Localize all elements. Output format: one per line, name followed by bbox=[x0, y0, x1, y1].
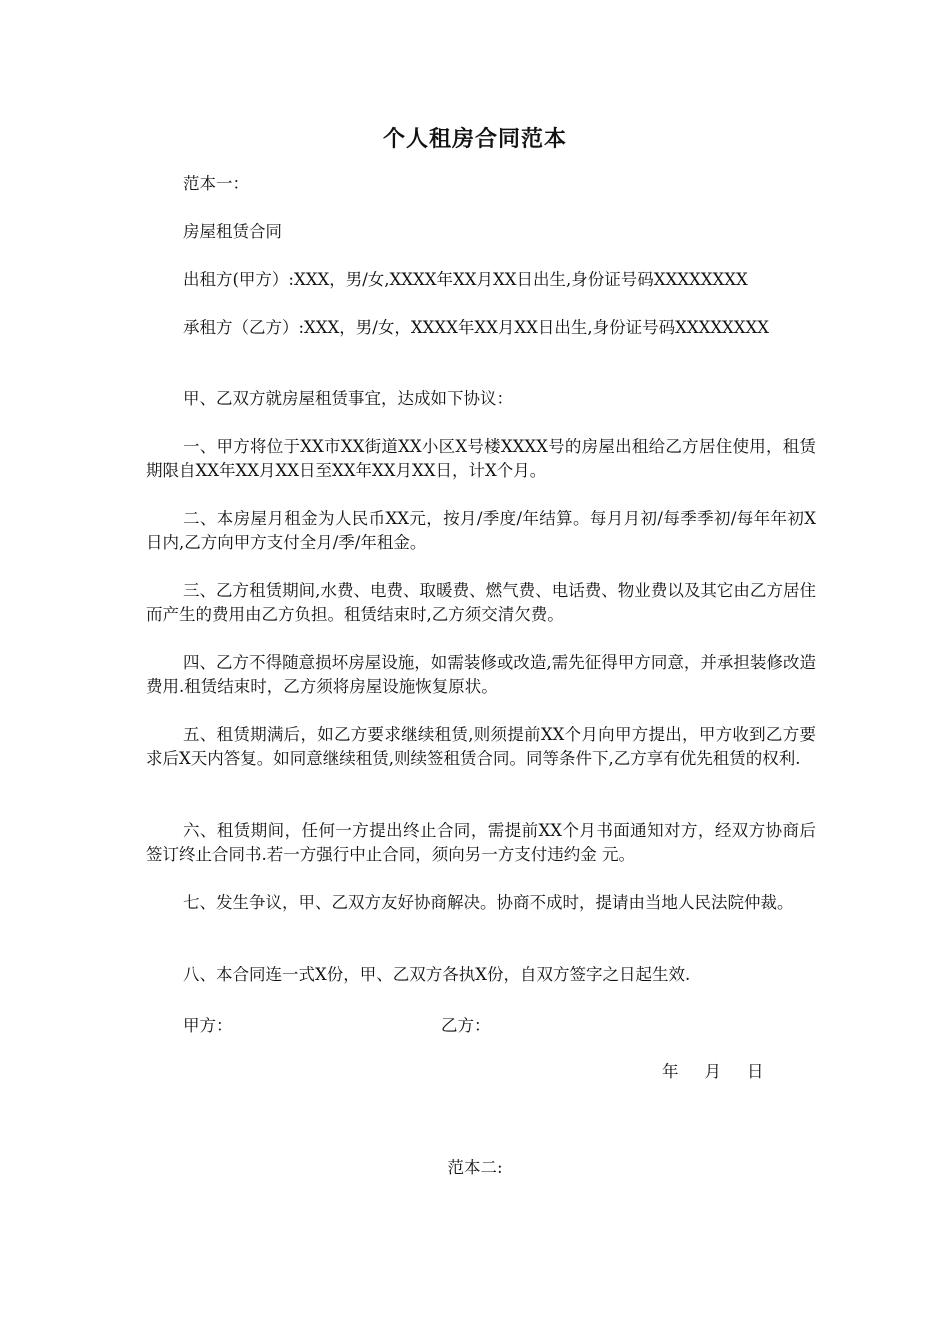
clause-8: 八、本合同连一式X份，甲、乙双方各执X份，自双方签字之日起生效. bbox=[183, 965, 691, 984]
lessee-line: 承租方（乙方）:XXX，男/女，XXXX年XX月XX日出生,身份证号码XXXXXXXX bbox=[183, 318, 770, 337]
document-title: 个人租房合同范本 bbox=[382, 126, 567, 152]
sample-one-label: 范本一： bbox=[183, 174, 249, 193]
agreement-intro: 甲、乙双方就房屋租赁事宜，达成如下协议： bbox=[183, 389, 513, 408]
clause-4: 四、乙方不得随意损坏房屋设施，如需装修或改造,需先征得甲方同意，并承担装修改造费用.租赁结束时，乙方须将房屋设施恢复原状。 bbox=[146, 653, 816, 696]
clause-6: 六、租赁期间，任何一方提出终止合同，需提前XX个月书面通知对方，经双方协商后签订终止合同书.若一方强行中止合同，须向另一方支付违约金 元。 bbox=[146, 821, 816, 864]
lessor-line: 出租方(甲方）:XXX，男/女,XXXX年XX月XX日出生,身份证号码XXXXXXXX bbox=[183, 270, 748, 289]
clause-5: 五、租赁期满后，如乙方要求继续租赁,则须提前XX个月向甲方提出，甲方收到乙方要求后X天内答复。如同意继续租赁,则续签租赁合同。同等条件下,乙方享有优先租赁的权利. bbox=[146, 725, 816, 768]
date-year-label: 年 bbox=[662, 1062, 679, 1081]
contract-heading: 房屋租赁合同 bbox=[183, 222, 282, 241]
sample-two-label: 范本二: bbox=[447, 1158, 503, 1177]
signing-date bbox=[662, 1058, 790, 1082]
clause-2: 二、本房屋月租金为人民币XX元，按月/季度/年结算。每月月初/每季季初/每年年初X日内,乙方向甲方支付全月/季/年租金。 bbox=[146, 509, 816, 552]
date-month-label: 月 bbox=[704, 1062, 721, 1081]
clause-1: 一、甲方将位于XX市XX街道XX小区X号楼XXXX号的房屋出租给乙方居住使用，租赁期限自XX年XX月XX日至XX年XX月XX日，计X个月。 bbox=[146, 437, 816, 480]
clause-7: 七、发生争议，甲、乙双方友好协商解决。协商不成时，提请由当地人民法院仲裁。 bbox=[183, 893, 794, 912]
party-a-signature-label: 甲方： bbox=[183, 1016, 233, 1035]
party-b-signature-label: 乙方： bbox=[441, 1016, 491, 1035]
clause-3: 三、乙方租赁期间,水费、电费、取暖费、燃气费、电话费、物业费以及其它由乙方居住而产生的费用由乙方负担。租赁结束时,乙方须交清欠费。 bbox=[146, 581, 816, 624]
date-day-label: 日 bbox=[747, 1062, 764, 1081]
